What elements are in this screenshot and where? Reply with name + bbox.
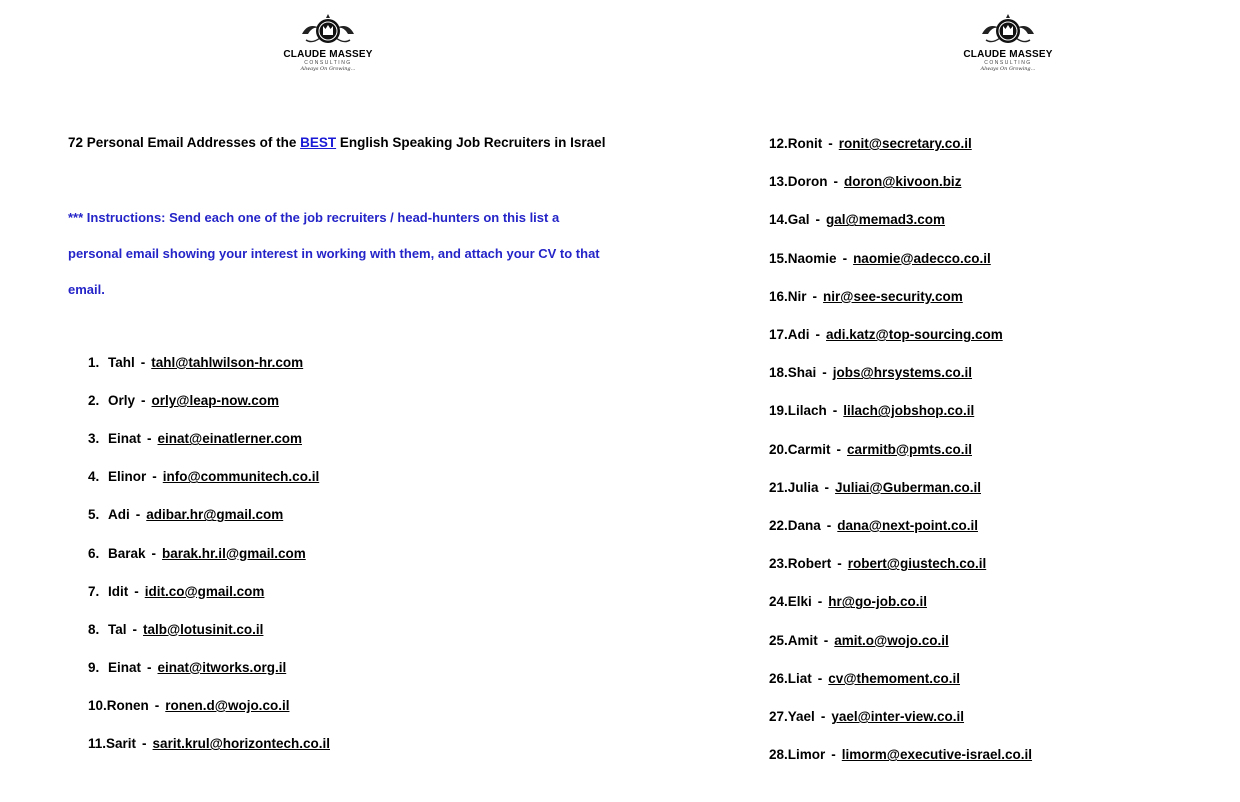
- recruiter-entry: [769, 441, 972, 459]
- entry-separator: -: [817, 594, 823, 610]
- title-suffix: English Speaking Job Recruiters in Israel: [336, 135, 606, 150]
- recruiter-email-link[interactable]: cv@themoment.co.il: [828, 670, 960, 686]
- recruiter-name: Adi: [787, 327, 810, 342]
- entry-separator: -: [817, 670, 823, 686]
- entry-separator: -: [831, 747, 836, 763]
- entry-separator: -: [833, 174, 839, 190]
- recruiter-email-link[interactable]: yael@inter-view.co.il: [831, 709, 965, 724]
- recruiter-name: Amit: [787, 632, 818, 648]
- recruiter-entry: [88, 583, 264, 601]
- recruiter-entry: [769, 479, 981, 497]
- entry-separator: -: [832, 403, 838, 419]
- recruiter-entry: [769, 135, 972, 153]
- entry-number: 5.: [88, 507, 100, 523]
- recruiter-email-link[interactable]: idit.co@gmail.com: [144, 583, 265, 599]
- recruiter-email-link[interactable]: tahl@tahlwilson-hr.com: [151, 355, 304, 370]
- recruiter-name: Shai: [787, 365, 817, 381]
- entry-number: 14.: [769, 212, 788, 228]
- recruiter-email-link[interactable]: talb@lotusinit.co.il: [143, 621, 264, 637]
- entry-number: 1.: [88, 355, 100, 370]
- entry-number: 22.: [769, 518, 788, 533]
- entry-number: 28.: [769, 747, 788, 763]
- recruiter-entry: [769, 173, 961, 191]
- entry-number: 17.: [769, 327, 788, 342]
- recruiter-name: Elki: [787, 594, 812, 610]
- recruiter-email-link[interactable]: adibar.hr@gmail.com: [146, 507, 284, 523]
- recruiter-entry: [769, 632, 949, 650]
- recruiter-name: Lilach: [787, 403, 827, 419]
- recruiter-name: Dana: [787, 518, 821, 533]
- entry-separator: -: [134, 583, 139, 599]
- recruiter-entry: [769, 211, 945, 229]
- recruiter-name: Einat: [108, 659, 142, 675]
- entry-number: 2.: [88, 393, 100, 409]
- recruiter-entry: [88, 430, 302, 448]
- entry-number: 12.: [769, 136, 788, 151]
- entry-number: 10.: [88, 697, 107, 713]
- recruiter-name: Tahl: [108, 355, 135, 370]
- entry-separator: -: [828, 136, 833, 151]
- entry-separator: -: [135, 507, 141, 523]
- logo-name: CLAUDE MASSEY: [963, 49, 1053, 60]
- recruiter-entry: [88, 468, 319, 486]
- recruiter-name: Robert: [787, 556, 832, 572]
- recruiter-name: Adi: [108, 507, 130, 523]
- recruiter-name: Nir: [787, 288, 807, 304]
- entry-number: 4.: [88, 469, 100, 485]
- entry-number: 7.: [88, 583, 100, 599]
- entry-separator: -: [836, 441, 842, 457]
- page-title: [68, 135, 605, 150]
- logo-tagline: Always On Growing...: [300, 66, 356, 72]
- recruiter-email-link[interactable]: Juliai@Guberman.co.il: [835, 479, 981, 495]
- recruiter-name: Barak: [108, 545, 146, 561]
- recruiter-name: Carmit: [787, 441, 831, 457]
- title-best-link[interactable]: BEST: [300, 135, 337, 150]
- document-page-right: [620, 0, 1240, 802]
- recruiter-email-link[interactable]: dana@next-point.co.il: [837, 518, 978, 533]
- recruiter-entry: [88, 735, 330, 753]
- entry-number: 26.: [769, 670, 788, 686]
- recruiter-entry: [88, 354, 303, 372]
- recruiter-name: Sarit: [106, 736, 137, 751]
- entry-separator: -: [815, 212, 821, 228]
- recruiter-entry: [769, 250, 991, 268]
- recruiter-email-link[interactable]: doron@kivoon.biz: [844, 174, 962, 190]
- recruiter-email-link[interactable]: barak.hr.il@gmail.com: [162, 545, 306, 561]
- recruiter-entry: [769, 746, 1032, 764]
- recruiter-name: Idit: [108, 583, 129, 599]
- recruiter-email-link[interactable]: nir@see-security.com: [823, 288, 963, 304]
- recruiter-name: Gal: [787, 212, 810, 228]
- company-logo: [963, 14, 1053, 86]
- title-prefix: 72 Personal Email Addresses of the: [68, 135, 301, 150]
- entry-separator: -: [147, 431, 152, 447]
- entry-separator: -: [842, 250, 848, 266]
- recruiter-name: Einat: [108, 431, 142, 447]
- recruiter-name: Orly: [108, 393, 136, 409]
- recruiter-email-link[interactable]: amit.o@wojo.co.il: [834, 632, 949, 648]
- entry-separator: -: [147, 659, 152, 675]
- entry-number: 27.: [769, 709, 788, 724]
- recruiter-name: Naomie: [787, 250, 837, 266]
- recruiter-name: Tal: [108, 621, 127, 637]
- entry-number: 15.: [769, 250, 788, 266]
- entry-number: 6.: [88, 545, 100, 561]
- recruiter-email-link[interactable]: adi.katz@top-sourcing.com: [826, 327, 1003, 342]
- recruiter-email-link[interactable]: info@communitech.co.il: [162, 469, 320, 485]
- recruiter-entry: [769, 364, 972, 382]
- entry-separator: -: [142, 736, 147, 751]
- entry-separator: -: [152, 469, 157, 485]
- company-logo: [283, 14, 373, 86]
- recruiter-email-link[interactable]: orly@leap-now.com: [151, 393, 279, 409]
- recruiter-email-link[interactable]: hr@go-job.co.il: [828, 594, 927, 610]
- entry-separator: -: [154, 697, 160, 713]
- entry-separator: -: [140, 355, 146, 370]
- logo-tagline: Always On Growing...: [980, 66, 1036, 72]
- entry-separator: -: [823, 632, 829, 648]
- instructions-text: *** Instructions: Send each one of the job recruiters / head-hunters on this list a personal email showing your interest in working with them, and attach your CV to that email.: [68, 210, 600, 297]
- recruiter-entry: [769, 402, 974, 420]
- crest-icon: [978, 14, 1038, 48]
- recruiter-email-link[interactable]: gal@memad3.com: [826, 212, 946, 228]
- entry-number: 13.: [769, 174, 788, 190]
- recruiter-name: Doron: [787, 174, 828, 190]
- entry-separator: -: [151, 545, 157, 561]
- recruiter-entry: [88, 659, 286, 677]
- entry-separator: -: [822, 365, 827, 381]
- recruiter-entry: [88, 506, 283, 524]
- recruiter-name: Liat: [787, 670, 812, 686]
- recruiter-email-link[interactable]: jobs@hrsystems.co.il: [832, 365, 973, 381]
- entry-number: 21.: [769, 479, 788, 495]
- entry-separator: -: [820, 709, 826, 724]
- entry-number: 19.: [769, 403, 788, 419]
- recruiter-entry: [769, 326, 1003, 344]
- entry-number: 25.: [769, 632, 788, 648]
- recruiter-email-link[interactable]: ronen.d@wojo.co.il: [165, 697, 290, 713]
- recruiter-entry: [88, 545, 306, 563]
- entry-number: 18.: [769, 365, 788, 381]
- recruiter-email-link[interactable]: naomie@adecco.co.il: [853, 250, 991, 266]
- logo-name: CLAUDE MASSEY: [283, 49, 373, 60]
- entry-number: 16.: [769, 288, 788, 304]
- recruiter-email-link[interactable]: lilach@jobshop.co.il: [843, 403, 975, 419]
- recruiter-entry: [769, 670, 960, 688]
- recruiter-entry: [769, 517, 978, 535]
- recruiter-entry: [88, 621, 263, 639]
- recruiter-entry: [88, 392, 279, 410]
- recruiter-entry: [769, 593, 927, 611]
- entry-number: 23.: [769, 556, 788, 572]
- entry-number: 8.: [88, 621, 100, 637]
- entry-separator: -: [826, 518, 832, 533]
- recruiter-name: Ronit: [787, 136, 823, 151]
- entry-number: 3.: [88, 431, 100, 447]
- entry-number: 24.: [769, 594, 788, 610]
- recruiter-name: Elinor: [108, 469, 147, 485]
- entry-separator: -: [812, 288, 818, 304]
- entry-number: 20.: [769, 441, 788, 457]
- recruiter-name: Yael: [787, 709, 815, 724]
- entry-separator: -: [132, 621, 138, 637]
- logo-subtitle: CONSULTING: [984, 60, 1032, 66]
- recruiter-email-link[interactable]: carmitb@pmts.co.il: [847, 441, 972, 457]
- recruiter-entry: [769, 708, 964, 726]
- logo-subtitle: CONSULTING: [304, 60, 352, 66]
- recruiter-name: Julia: [787, 479, 819, 495]
- recruiter-email-link[interactable]: robert@giustech.co.il: [847, 556, 987, 572]
- recruiter-email-link[interactable]: einat@itworks.org.il: [157, 659, 287, 675]
- entry-separator: -: [837, 556, 842, 572]
- recruiter-entry: [769, 555, 986, 573]
- entry-number: 11.: [88, 736, 107, 751]
- recruiter-email-link[interactable]: limorm@executive-israel.co.il: [841, 747, 1033, 763]
- recruiter-email-link[interactable]: einat@einatlerner.com: [157, 431, 302, 447]
- entry-separator: -: [141, 393, 146, 409]
- recruiter-name: Limor: [787, 747, 826, 763]
- recruiter-name: Ronen: [106, 697, 149, 713]
- entry-separator: -: [815, 327, 821, 342]
- crest-icon: [298, 14, 358, 48]
- recruiter-entry: [88, 697, 289, 715]
- entry-separator: -: [824, 479, 830, 495]
- recruiter-entry: [769, 288, 963, 306]
- recruiter-email-link[interactable]: ronit@secretary.co.il: [838, 136, 972, 151]
- entry-number: 9.: [88, 659, 100, 675]
- recruiter-email-link[interactable]: sarit.krul@horizontech.co.il: [152, 736, 330, 751]
